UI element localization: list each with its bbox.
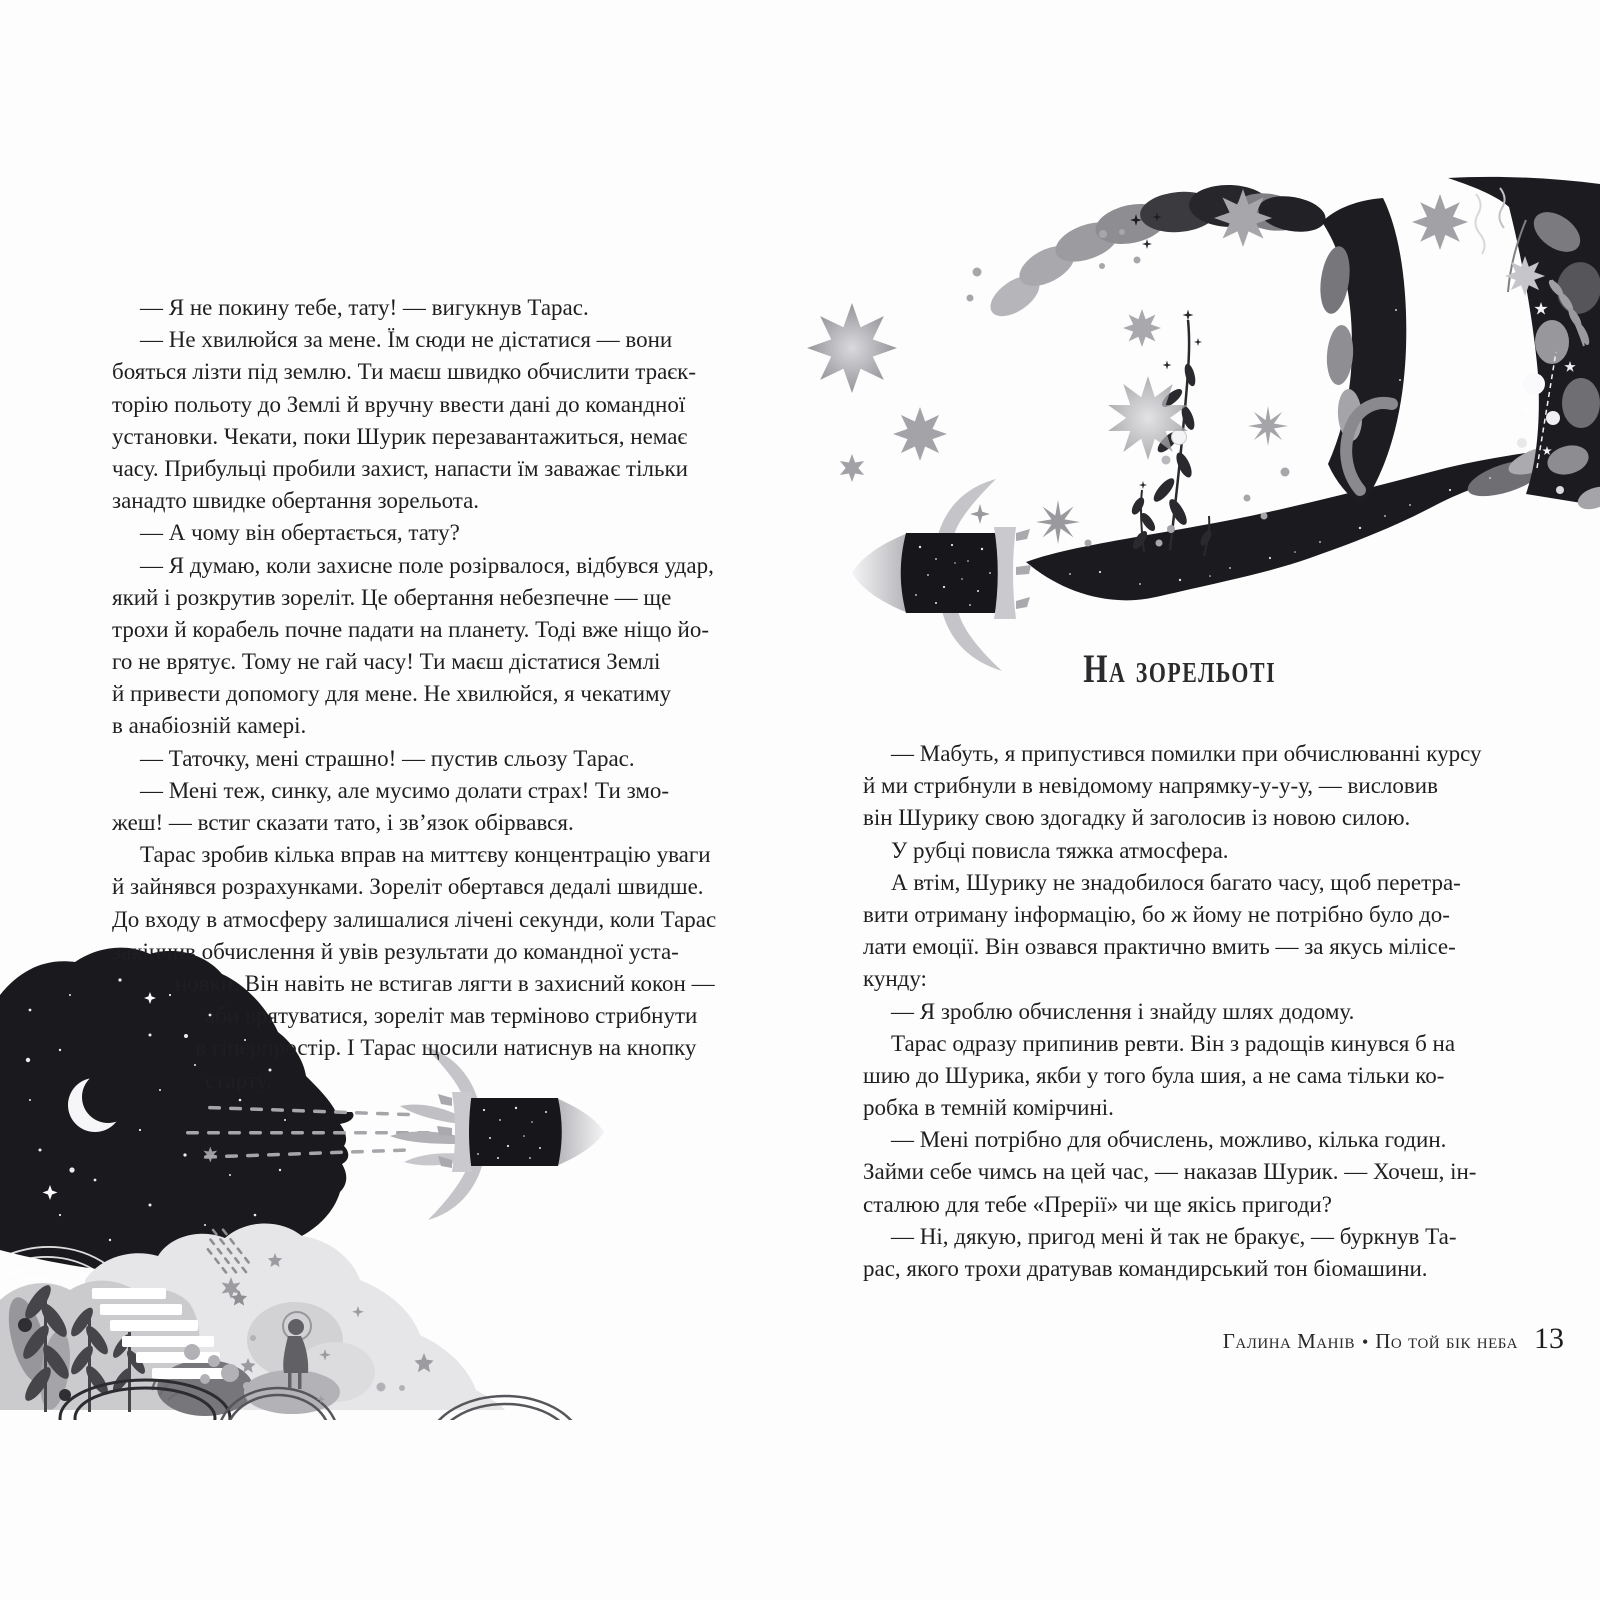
text-line: — Ні, дякую, пригод мені й так не бракує, — буркнув Та- [891, 1223, 1457, 1249]
moon-swoosh-illustration [800, 160, 1600, 680]
text-line: торію польоту до Землі й вручну ввести дані до командної [112, 391, 686, 417]
right-page-text [863, 738, 1497, 1285]
text-line: сталюю для тебе «Прерії» чи ще якісь пригоди? [863, 1191, 1332, 1217]
text-line: А втім, Шурику не знадобилося багато часу, щоб перетра- [891, 869, 1461, 895]
text-line: — Я зроблю обчислення і знайду шлях додому. [891, 998, 1355, 1024]
rocket-icon [852, 479, 1031, 671]
text-line: — Мабуть, я припустився помилки при обчислюванні курсу [891, 741, 1482, 766]
text-line: старту. [205, 1067, 272, 1093]
text-line: бояться лізти під землю. Ти маєш швидко обчислити траєк- [112, 359, 697, 385]
text-line: шию до Шурика, якби у того була шия, а не сама тільки ко- [863, 1062, 1445, 1088]
text-line: — Таточку, мені страшно! — пустив сльозу Тарас. [140, 745, 635, 771]
left-page-text [112, 292, 746, 1097]
text-line: закінчив обчислення й увів результати до командної уста- [112, 938, 679, 964]
space-swoosh [1026, 439, 1600, 600]
text-line: — Я думаю, коли захисне поле розірвалося, відбувся удар, [140, 552, 714, 578]
text-line: лати емоції. Він озвався практично вмить — за якусь мілісе- [863, 934, 1456, 960]
text-line: — Я не покину тебе, тату! — вигукнув Тарас. [140, 295, 589, 320]
text-line: робка в темній комірчині. [863, 1095, 1114, 1121]
text-line: новки. Він навіть не встигав лягти в захисний кокон — [175, 970, 715, 996]
text-line: — Мені потрібно для обчислень, можливо, кілька годин. [891, 1127, 1447, 1153]
cloud-blob-arc [983, 184, 1328, 325]
text-line: який і розкрутив зореліт. Це обертання небезпечне — ще [112, 584, 672, 610]
chapter-title-text: На зорельоті [1083, 645, 1277, 691]
page-number: 13 [1534, 1322, 1564, 1355]
text-line: У рубці повисла тяжка атмосфера. [891, 837, 1229, 863]
text-line: Тарас зробив кілька вправ на миттєву концентрацію уваги [140, 842, 711, 868]
text-line: трохи й корабель почне падати на планету. Тоді вже ніщо йо- [112, 616, 710, 642]
crescent-arc-band [1316, 198, 1406, 506]
text-line: — Мені теж, синку, але мусимо долати страх! Ти змо- [140, 777, 670, 803]
text-line: занадто швидке обертання зорельота. [112, 488, 480, 514]
text-line: рас, якого трохи дратував командирський тон біомашини. [863, 1256, 1428, 1281]
text-line: він Шурику свою здогадку й заголосив із новою силою. [863, 805, 1411, 831]
text-line: — Не хвилюйся за мене. Їм сюди не дістатися — вони [140, 327, 673, 353]
text-line: установки. Чекати, поки Шурик перезавантажиться, немає [112, 423, 688, 449]
footer [1223, 1322, 1564, 1356]
chapter-title [863, 645, 1497, 692]
text-line: часу. Прибульці пробили захист, напасти їм заважає тільки [112, 455, 688, 481]
footer-author: Галина Манів [1222, 1329, 1355, 1353]
footer-separator-icon: • [1361, 1332, 1369, 1352]
text-line: й зайнявся розрахунками. Зореліт обертався дедалі швидше. [112, 874, 704, 900]
text-line: кунду: [863, 966, 927, 992]
text-line: аби врятуватися, зореліт мав терміново стрибнути [205, 1003, 698, 1029]
text-line: й ми стрибнули в невідомому напрямку-у-у-у, — висловив [863, 773, 1438, 799]
text-line: Тарас одразу припинив ревти. Він з радощів кинувся б на [891, 1030, 1456, 1056]
text-line: в гіперпростір. І Тарас щосили натиснув на кнопку [195, 1035, 697, 1061]
text-line: й привести допомогу для мене. Не хвилюйся, я чекатиму [112, 681, 672, 707]
text-line: жеш! — встиг сказати тато, і зв’язок обірвався. [112, 810, 574, 835]
text-line: До входу в атмосферу залишалися лічені секунди, коли Тарас [112, 906, 717, 932]
text-line: в анабіозній камері. [112, 713, 307, 739]
text-line: — А чому він обертається, тату? [140, 520, 460, 546]
text-line: го не врятує. Тому не гай часу! Ти маєш дістатися Землі [112, 649, 661, 675]
text-line: вити отриману інформацію, бо ж йому не потрібно було до- [863, 901, 1450, 927]
text-line: Займи себе чимсь на цей час, — наказав Шурик. — Хочеш, ін- [863, 1159, 1477, 1185]
footer-book-title: По той бік неба [1375, 1329, 1518, 1353]
